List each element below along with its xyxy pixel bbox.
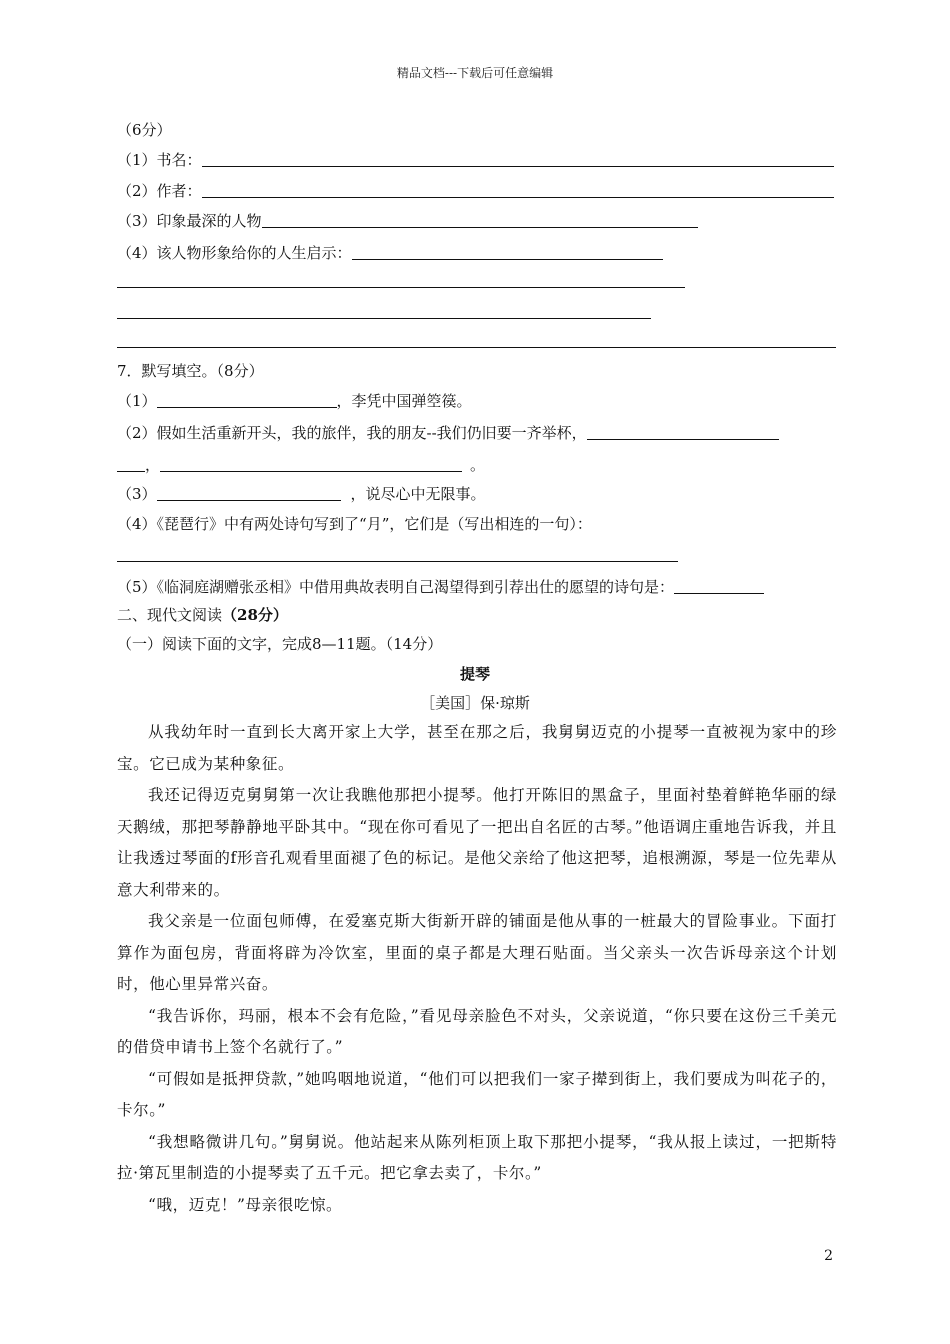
page-number: 2 [824,1248,833,1264]
article-title: 提琴 [459,665,490,683]
insight-question [117,243,663,263]
q7-item-3-prefix: （3） [117,485,157,503]
section-heading [117,605,288,625]
q7-item-2-end: 。 [470,456,486,474]
q7-item-4-answer-line[interactable] [117,561,678,562]
answer-line[interactable] [117,287,685,288]
answer-line[interactable] [117,318,651,319]
character-blank[interactable] [262,211,698,228]
q7-item-4: （4）《琵琶行》中有两处诗句写到了“月”，它们是（写出相连的一句）： [117,515,592,533]
q7-item-5-text: （5）《临洞庭湖赠张丞相》中借用典故表明自己渴望得到引荐出仕的愿望的诗句是： [117,578,675,596]
character-label: （3）印象最深的人物 [117,212,262,230]
paragraph: “哦，迈克！”母亲很吃惊。 [148,1195,343,1214]
character-question [117,211,698,231]
points-label: （6分） [117,121,172,139]
insight-blank[interactable] [352,243,663,260]
answer-line[interactable] [117,347,836,348]
q7-item-1-blank[interactable] [157,391,337,408]
book-title-question [117,150,834,170]
q7-item-3-suffix: ，说尽心中无限事。 [350,485,486,503]
author-blank[interactable] [202,181,834,198]
paragraph: 我还记得迈克舅舅第一次让我瞧他那把小提琴。他打开陈旧的黑盒子，里面衬垫着鲜艳华丽的绿天鹅绒，那把琴静静地平卧其中。“现在你可看见了一把出自名匠的古琴。”他语调庄重地告诉我，并且让我透过琴面的f形音孔观看里面褪了色的标记。是他父亲给了他这把琴，追根溯源，琴是一位先辈从意大利带来的。 [117,786,837,899]
paragraph: 从我幼年时一直到长大离开家上大学，甚至在那之后，我舅舅迈克的小提琴一直被视为家中的珍宝。它已成为某种象征。 [117,723,837,773]
q7-item-2-blank-b[interactable] [160,455,462,472]
q7-item-2-comma: ， [145,456,161,474]
author-question [117,181,834,201]
q7-item-3 [117,484,486,504]
q7-item-5 [117,577,764,597]
q7-item-2-text: （2）假如生活重新开头，我的旅伴，我的朋友--我们仍旧要一齐举杯， [117,424,587,442]
paragraph: 我父亲是一位面包师傅，在爱塞克斯大街新开辟的铺面是他从事的一桩最大的冒险事业。下面打算作为面包房，背面将辟为冷饮室，里面的桌子都是大理石贴面。当父亲头一次告诉母亲这个计划时，他心里异常兴奋。 [117,912,837,993]
q7-item-1-prefix: （1） [117,392,157,410]
q7-item-2-blank-a[interactable] [587,423,779,440]
section-heading-points: （28分） [222,606,288,624]
q7-title: 7．默写填空。（8分） [117,362,264,380]
article-author: ［美国］保·琼斯 [420,694,530,712]
book-title-label: （1）书名： [117,151,202,169]
q7-item-1 [117,391,472,411]
author-label: （2）作者： [117,182,202,200]
q7-item-5-blank[interactable] [674,577,764,594]
section-subheading: （一）阅读下面的文字，完成8—11题。（14分） [117,635,443,653]
paragraph: “可假如是抵押贷款，”她呜咽地说道，“他们可以把我们一家子撵到街上，我们要成为叫花子的，卡尔。” [117,1069,837,1119]
q7-item-2-blank-a-cont[interactable] [117,455,145,472]
paragraph: “我告诉你，玛丽，根本不会有危险，”看见母亲脸色不对头，父亲说道，“你只要在这份三千美元的借贷申请书上签个名就行了。” [117,1006,837,1056]
q7-item-2-cont [117,455,485,475]
paragraph: “我想略微讲几句。”舅舅说。他站起来从陈列柜顶上取下那把小提琴，“我从报上读过，一把斯特拉·第瓦里制造的小提琴卖了五千元。把它拿去卖了，卡尔。” [117,1132,837,1182]
q7-item-2 [117,423,779,443]
q7-item-1-suffix: ，李凭中国弹箜篌。 [336,392,472,410]
page-header: 精品文档---下载后可任意编辑 [396,66,554,80]
q7-item-3-blank[interactable] [157,484,341,501]
section-heading-text: 二、现代文阅读 [117,606,223,624]
insight-label: （4）该人物形象给你的人生启示： [117,244,352,262]
book-title-blank[interactable] [202,150,834,167]
article-body [117,717,837,1221]
